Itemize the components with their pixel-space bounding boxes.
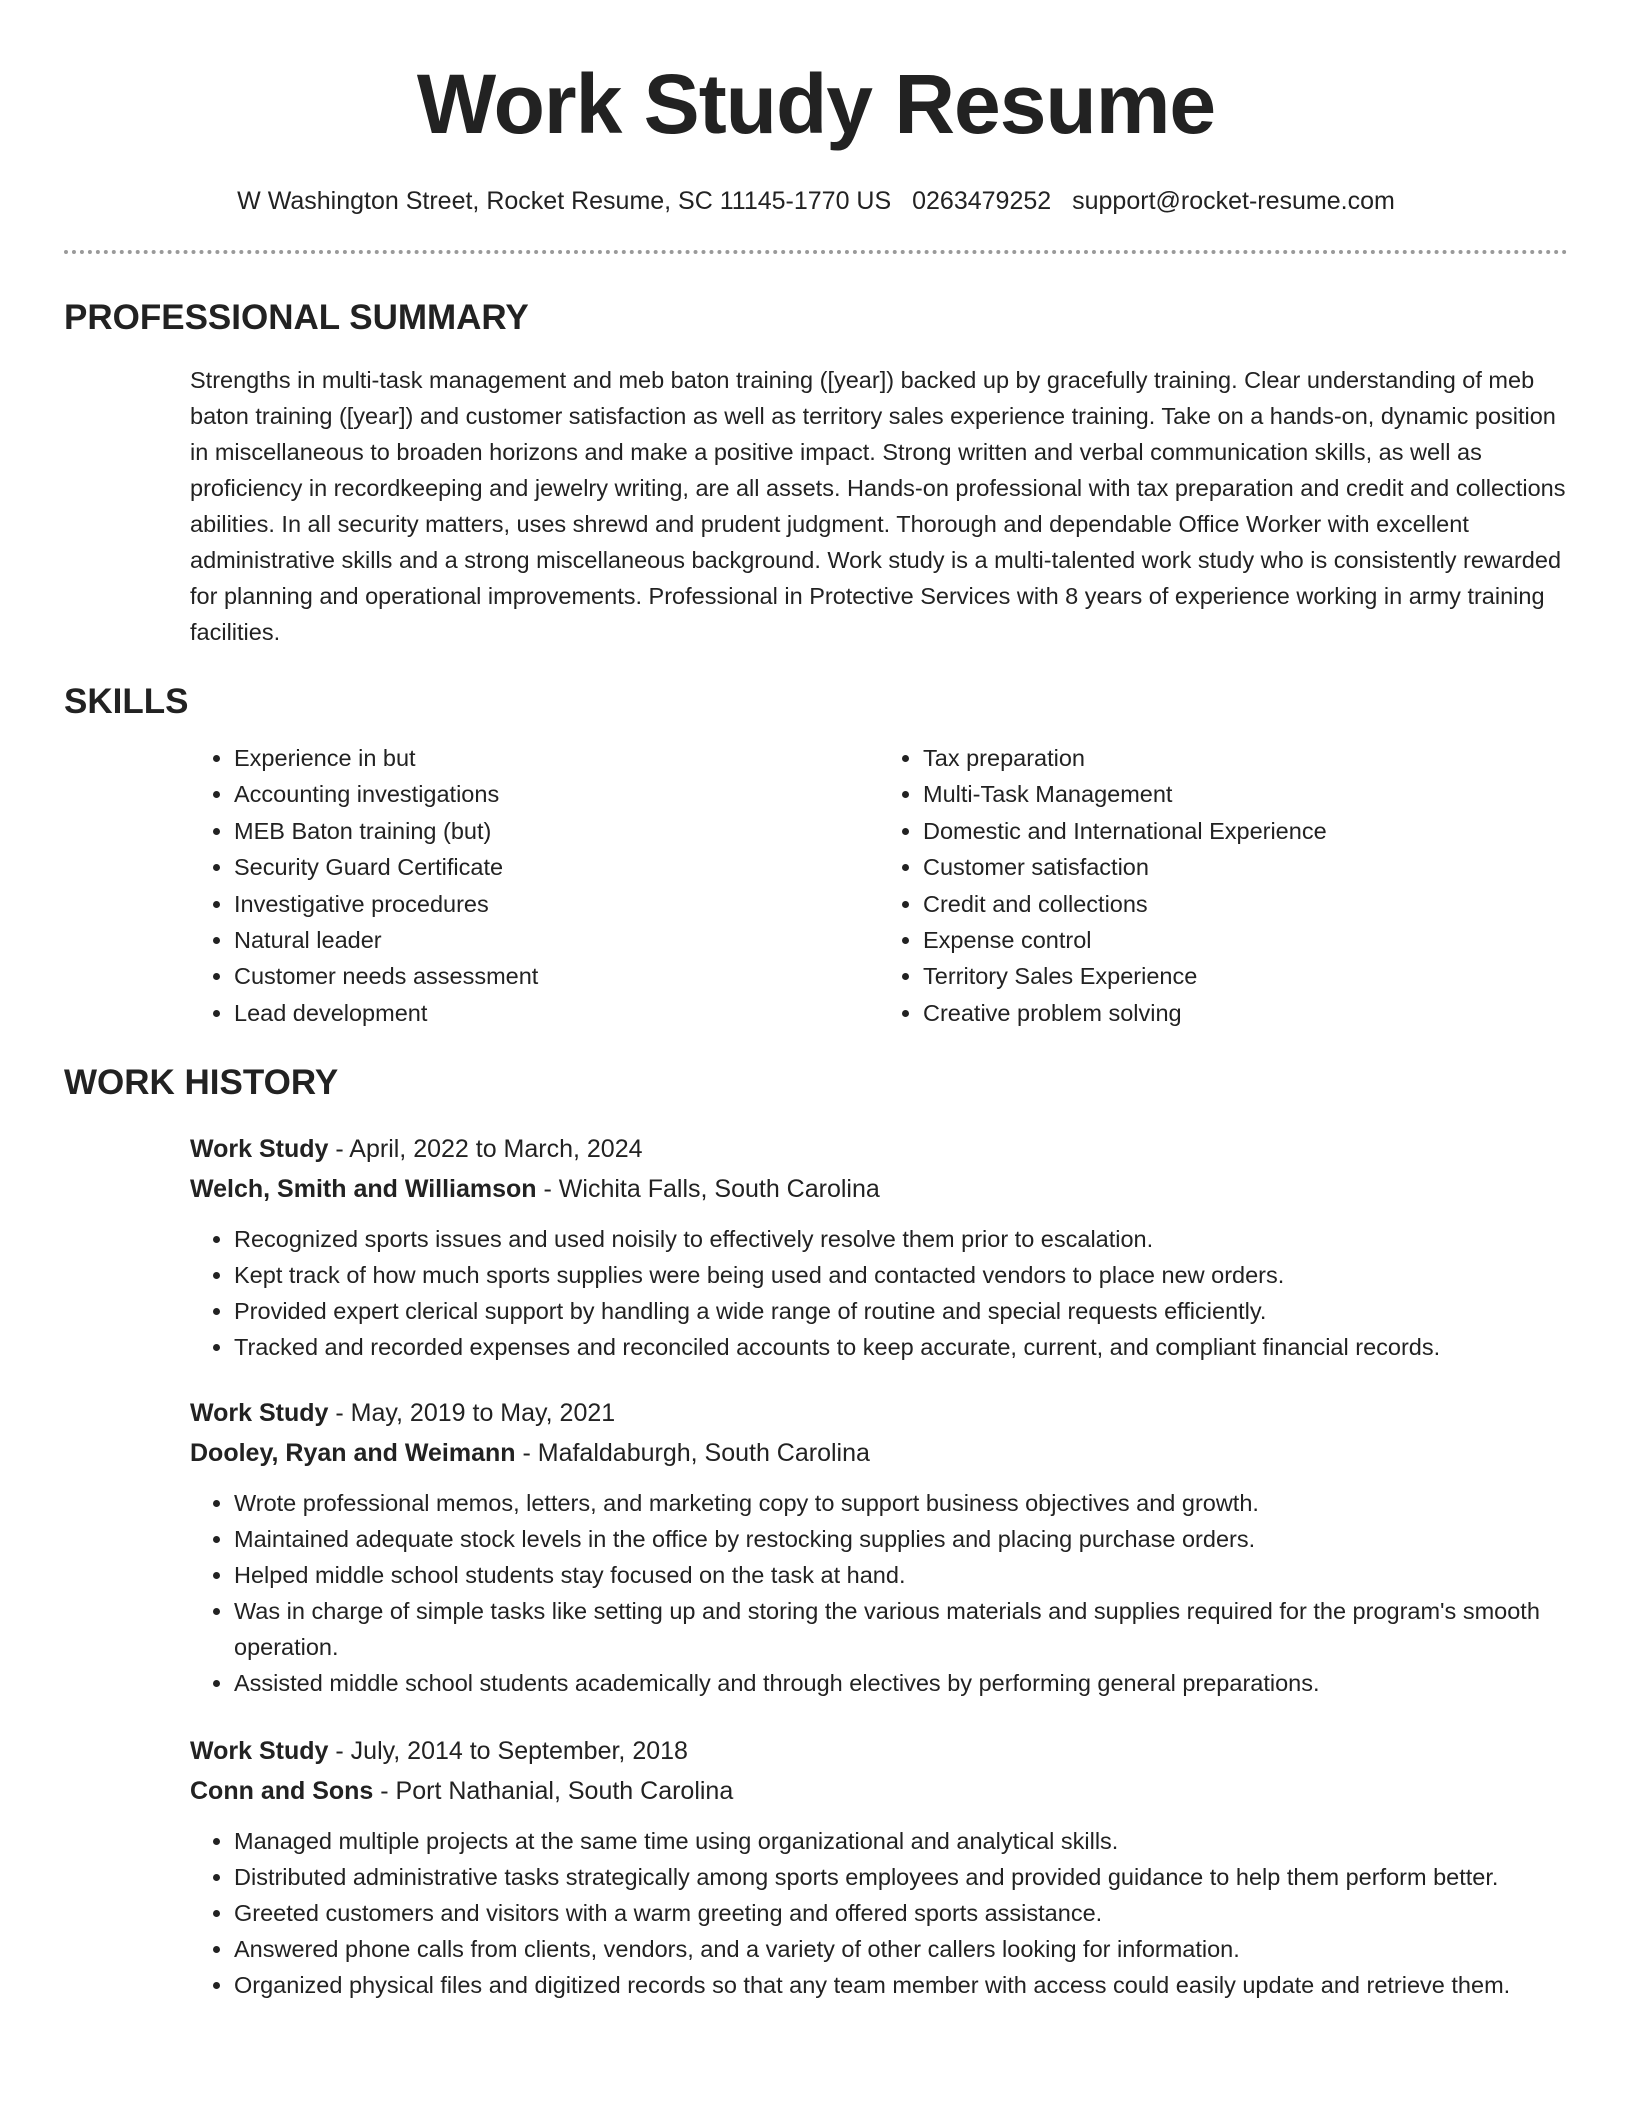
job-duty: • Answered phone calls from clients, vendors, and a variety of other callers looking for information. (234, 1931, 1568, 1967)
job-duty: • Managed multiple projects at the same time using organizational and analytical skills. (234, 1823, 1568, 1859)
skill-item: • Tax preparation (923, 740, 1568, 776)
job-duty: • Tracked and recorded expenses and reconciled accounts to keep accurate, current, and compliant financial records. (234, 1329, 1568, 1365)
contact-line (64, 186, 1568, 216)
email-text: support@rocket-resume.com (1072, 187, 1395, 215)
job-duty: • Greeted customers and visitors with a warm greeting and offered sports assistance. (234, 1895, 1568, 1931)
skill-item: • Territory Sales Experience (923, 958, 1568, 994)
job-entry (190, 1731, 1568, 2003)
job-duty: • Recognized sports issues and used noisily to effectively resolve them prior to escalation. (234, 1221, 1568, 1257)
job-role: Work Study (190, 1399, 329, 1428)
skills-column-right (879, 740, 1568, 1031)
skill-item: • Expense control (923, 922, 1568, 958)
skill-item: • Multi-Task Management (923, 776, 1568, 812)
job-duty: • Maintained adequate stock levels in the office by restocking supplies and placing purchase orders. (234, 1521, 1568, 1557)
skill-item: • Investigative procedures (234, 886, 879, 922)
job-location: - Port Nathanial, South Carolina (373, 1777, 734, 1806)
header-divider (64, 250, 1568, 254)
job-title-line (190, 1393, 1568, 1433)
job-duty: • Assisted middle school students academically and through electives by performing general preparations. (234, 1665, 1568, 1701)
job-dates: - May, 2019 to May, 2021 (328, 1399, 616, 1428)
job-company-line (190, 1771, 1568, 1811)
job-location: - Mafaldaburgh, South Carolina (515, 1439, 870, 1468)
skills-list (190, 740, 1568, 1031)
job-duties (190, 1823, 1568, 2003)
summary-text: Strengths in multi-task management and meb baton training ([year]) backed up by gracefully training. Clear understanding of meb baton training ([year]) and customer satisfaction as well as territory sales experience training. Take on a hands-on, dynamic position in miscellaneous to broaden horizons and make a positive impact. Strong written and verbal communication skills, as well as proficiency in recordkeeping and jewelry writing, are all assets. Hands-on professional with tax preparation and credit and collections abilities. In all security matters, uses shrewd and prudent judgment. Thorough and dependable Office Worker with excellent administrative skills and a strong miscellaneous background. Work study is a multi-talented work study who is consistently rewarded for planning and operational improvements. Professional in Protective Services with 8 years of experience working in army training facilities. (190, 367, 1566, 645)
resume-title: Work Study Resume (416, 57, 1216, 151)
job-duties (190, 1221, 1568, 1365)
job-company-line (190, 1433, 1568, 1473)
skills-column-left (190, 740, 879, 1031)
job-entry (190, 1129, 1568, 1365)
job-duty: • Distributed administrative tasks strategically among sports employees and provided guidance to help them perform better. (234, 1859, 1568, 1895)
job-role: Work Study (190, 1737, 329, 1766)
job-location: - Wichita Falls, South Carolina (536, 1175, 880, 1204)
skill-item: • Customer satisfaction (923, 849, 1568, 885)
job-duty: • Organized physical files and digitized records so that any team member with access could easily update and retrieve them. (234, 1967, 1568, 2003)
job-duty: • Was in charge of simple tasks like setting up and storing the various materials and supplies required for the program's smooth operation. (234, 1593, 1568, 1665)
job-duty: • Helped middle school students stay focused on the task at hand. (234, 1557, 1568, 1593)
job-company: Conn and Sons (190, 1777, 374, 1806)
skills-heading: SKILLS (64, 682, 189, 721)
job-duty: • Wrote professional memos, letters, and marketing copy to support business objectives and growth. (234, 1485, 1568, 1521)
skill-item: • Accounting investigations (234, 776, 879, 812)
skill-item: • Lead development (234, 995, 879, 1031)
skill-item: • Customer needs assessment (234, 958, 879, 994)
job-company: Welch, Smith and Williamson (190, 1175, 537, 1204)
skill-item: • Domestic and International Experience (923, 813, 1568, 849)
skill-item: • MEB Baton training (but) (234, 813, 879, 849)
address-text: W Washington Street, Rocket Resume, SC 11145-1770 US (237, 187, 892, 215)
job-duty: • Provided expert clerical support by handling a wide range of routine and special requests efficiently. (234, 1293, 1568, 1329)
skill-item: • Credit and collections (923, 886, 1568, 922)
skill-item: • Experience in but (234, 740, 879, 776)
job-dates: - July, 2014 to September, 2018 (328, 1737, 688, 1766)
job-role: Work Study (190, 1135, 329, 1164)
skill-item: • Creative problem solving (923, 995, 1568, 1031)
summary-heading: PROFESSIONAL SUMMARY (64, 298, 529, 337)
job-duties (190, 1485, 1568, 1701)
job-entry (190, 1393, 1568, 1701)
job-company: Dooley, Ryan and Weimann (190, 1439, 516, 1468)
resume-page (64, 0, 1568, 2003)
phone-text: 0263479252 (912, 187, 1052, 215)
skill-item: • Security Guard Certificate (234, 849, 879, 885)
job-dates: - April, 2022 to March, 2024 (328, 1135, 643, 1164)
work-history-heading: WORK HISTORY (64, 1063, 339, 1103)
skill-item: • Natural leader (234, 922, 879, 958)
job-title-line (190, 1731, 1568, 1771)
job-duty: • Kept track of how much sports supplies were being used and contacted vendors to place new orders. (234, 1257, 1568, 1293)
job-title-line (190, 1129, 1568, 1169)
job-company-line (190, 1169, 1568, 1209)
